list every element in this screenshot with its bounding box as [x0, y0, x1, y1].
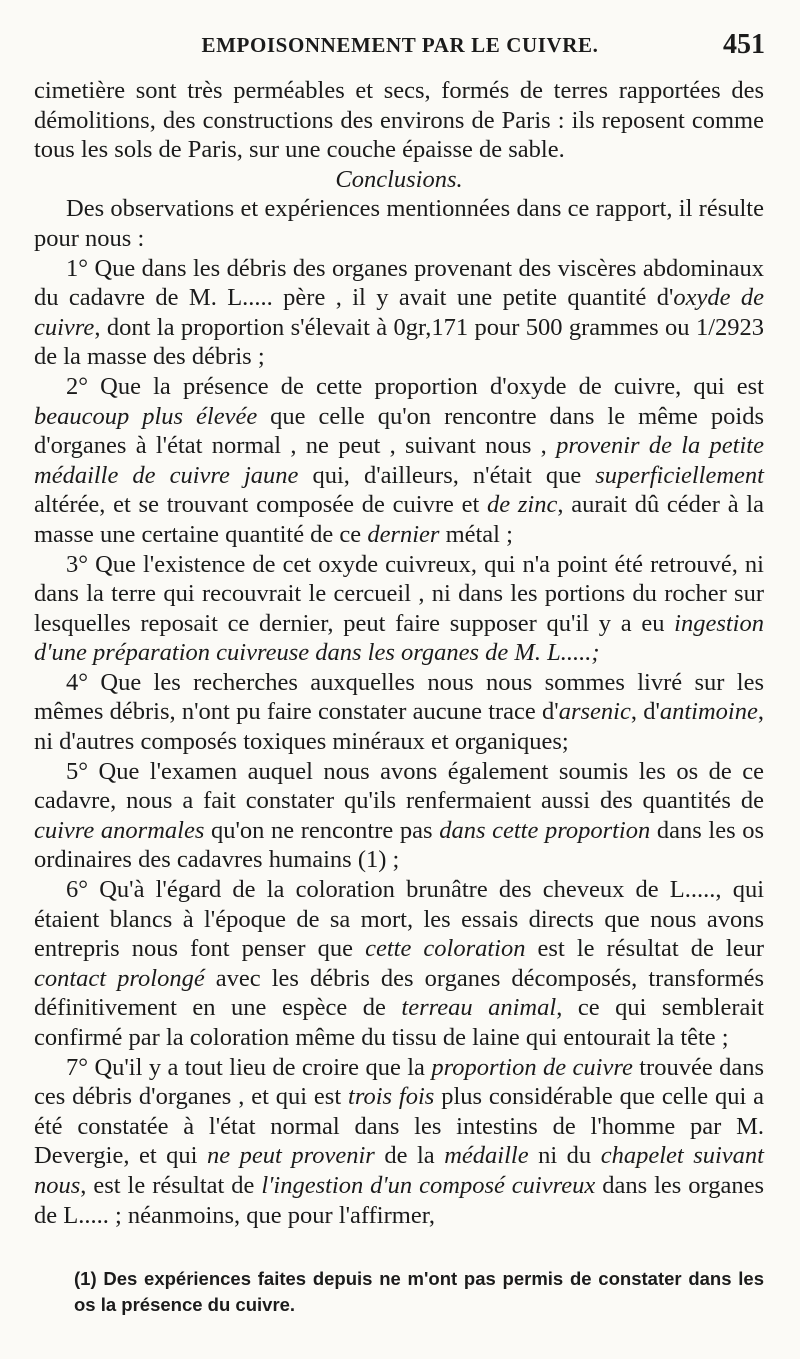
footnote-text: (1) Des expériences faites depuis ne m'ont pas permis de constater dans les os la présence du cuivre.	[74, 1268, 764, 1315]
text-run: altérée, et se trouvant composée de cuivre et	[34, 491, 487, 519]
paragraph	[34, 668, 764, 757]
text-run: dans les organes de L..... ; néanmoins, que pour l'affirmer,	[34, 1171, 764, 1229]
text-run: 5° Que l'examen auquel nous avons également soumis les os de ce cadavre, nous a fait constater qu'ils renfermaient aussi des quantités de	[34, 757, 764, 815]
text-run: métal ;	[439, 520, 513, 548]
text-run: , dont la proportion s'élevait à 0gr,171 pour 500 grammes ou 1/2923 de la masse des débris ;	[34, 313, 764, 371]
text-run: qu'on ne rencontre pas	[204, 816, 440, 844]
italic-text: l'ingestion d'un composé cuivreux	[261, 1171, 596, 1199]
text-run: , d'	[630, 698, 660, 726]
paragraph	[34, 875, 764, 1053]
text-run: , ni d'autres composés toxiques minéraux et organiques;	[34, 698, 764, 756]
text-run: dans les os ordinaires des cadavres humains (1) ;	[34, 816, 765, 874]
italic-text: médaille	[444, 1142, 529, 1170]
section-heading	[34, 165, 764, 195]
paragraph	[34, 76, 764, 165]
italic-text: arsenic	[558, 698, 631, 726]
text-run: ni du	[528, 1142, 601, 1170]
page-number: 451	[723, 29, 765, 60]
italic-text: Conclusions.	[335, 165, 463, 193]
text-run: avec les débris des organes décomposés, transformés définitivement en une espèce de	[34, 964, 765, 1022]
italic-text: contact prolongé	[34, 964, 205, 992]
italic-text: ingestion d'une préparation cuivreuse dans les organes de M. L.....;	[34, 609, 764, 667]
italic-text: chapelet suivant nous	[34, 1142, 764, 1199]
paragraph	[34, 550, 764, 668]
text-run: que celle qu'on rencontre dans le même poids d'organes à l'état normal , ne peut , suivant nous ,	[34, 402, 764, 460]
italic-text: beaucoup plus élevée	[34, 402, 258, 430]
body-text	[34, 76, 764, 1230]
paragraph	[34, 757, 764, 875]
italic-text: provenir de la petite médaille de cuivre jaune	[34, 432, 764, 489]
text-run: 4° Que les recherches auxquelles nous nous sommes livré sur les mêmes débris, n'ont pu faire constater aucune trace d'	[34, 668, 764, 726]
text-run: trouvée dans ces débris d'organes , et qui est	[34, 1053, 765, 1111]
italic-text: antimoine	[659, 698, 758, 726]
running-title: EMPOISONNEMENT PAR LE CUIVRE.	[201, 33, 599, 57]
footnote	[34, 1266, 764, 1318]
text-run: 3° Que l'existence de cet oxyde cuivreux, qui n'a point été retrouvé, ni dans la terre qui recouvrait le cercueil , ni dans les portions du rocher sur lesquelles reposait ce dernier, peut faire supposer qu'il y a eu	[34, 550, 764, 637]
text-run: Des observations et expériences mentionnées dans ce rapport, il résulte pour nous :	[34, 195, 764, 252]
text-run: cimetière sont très perméables et secs, formés de terres rapportées des démolitions, des constructions des environs de Paris : ils reposent comme tous les sols de Paris, sur une couche épaisse de sable.	[34, 77, 764, 164]
paragraph	[34, 254, 764, 372]
italic-text: oxyde de cuivre	[34, 284, 765, 341]
text-run: , ce qui semblerait confirmé par la coloration même du tissu de laine qui entourait la tête ;	[34, 994, 764, 1051]
italic-text: cette coloration	[365, 935, 526, 963]
text-run: plus considérable que celle qui a été constatée à l'état normal dans les intestins de l'homme par M. Devergie, et qui	[34, 1083, 765, 1170]
text-run: 6° Qu'à l'égard de la coloration brunâtre des cheveux de L....., qui étaient blancs à l'époque de sa mort, les essais directs que nous avons entrepris nous font penser que	[34, 876, 764, 963]
text-run: , aurait dû céder à la masse une certaine quantité de ce	[34, 491, 764, 548]
text-run: 7° Qu'il y a tout lieu de croire que la	[66, 1053, 432, 1081]
paragraph	[34, 194, 764, 253]
italic-text: dernier	[367, 520, 440, 548]
text-run: est le résultat de leur	[525, 935, 765, 963]
italic-text: terreau animal	[401, 994, 557, 1022]
running-head	[35, 29, 765, 73]
text-run: qui, d'ailleurs, n'était que	[298, 461, 596, 489]
text-run: , est le résultat de	[80, 1171, 262, 1199]
text-run: 1° Que dans les débris des organes provenant des viscères abdominaux du cadavre de M. L..... père , il y avait une petite quantité d'	[34, 254, 764, 312]
text-run: 2° Que la présence de cette proportion d'oxyde de cuivre, qui est	[66, 372, 764, 400]
italic-text: proportion de cuivre	[431, 1053, 633, 1081]
italic-text: dans cette proportion	[439, 816, 651, 844]
paragraph	[34, 1053, 764, 1231]
italic-text: de zinc	[487, 491, 558, 519]
italic-text: trois fois	[348, 1083, 435, 1111]
text-run: de la	[374, 1142, 445, 1170]
paragraph	[34, 372, 764, 550]
italic-text: cuivre anormales	[34, 816, 205, 844]
italic-text: superficiellement	[595, 461, 764, 489]
italic-text: ne peut provenir	[207, 1142, 375, 1170]
